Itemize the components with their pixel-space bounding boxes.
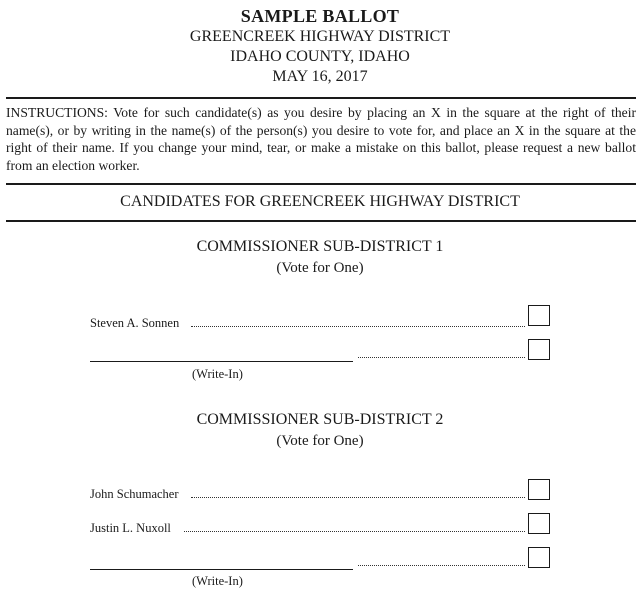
leader-dots — [358, 565, 525, 566]
write-in-checkbox[interactable] — [528, 339, 550, 360]
write-in-checkbox[interactable] — [528, 547, 550, 568]
election-date: MAY 16, 2017 — [272, 68, 368, 85]
write-in-label: (Write-In) — [192, 574, 243, 588]
vote-checkbox[interactable] — [528, 513, 550, 534]
write-in-field[interactable] — [90, 361, 353, 362]
section-title: CANDIDATES FOR GREENCREEK HIGHWAY DISTRICT — [120, 193, 520, 210]
header-divider — [6, 97, 636, 99]
vote-for-instruction: (Vote for One) — [276, 433, 364, 449]
section-divider — [6, 220, 636, 222]
vote-for-instruction: (Vote for One) — [276, 260, 364, 276]
candidate-name: John Schumacher — [90, 487, 179, 501]
vote-checkbox[interactable] — [528, 305, 550, 326]
county-name: IDAHO COUNTY, IDAHO — [230, 48, 410, 65]
ballot-title: SAMPLE BALLOT — [240, 6, 400, 26]
candidate-name: Steven A. Sonnen — [90, 316, 180, 330]
leader-dots — [191, 326, 525, 327]
district-name: GREENCREEK HIGHWAY DISTRICT — [189, 28, 451, 45]
leader-dots — [184, 531, 525, 532]
candidate-name: Justin L. Nuxoll — [90, 521, 171, 535]
instructions-divider — [6, 183, 636, 185]
office-title: COMMISSIONER SUB-DISTRICT 1 — [196, 238, 444, 255]
vote-checkbox[interactable] — [528, 479, 550, 500]
instructions: INSTRUCTIONS: Vote for such candidate(s) as you desire by placing an X in the square at the right of their name(s), or by writing in the name(s) of the person(s) you desire to vote for, and place an X in the square at the right of their name. If you change your mind, tear, or make a mistake on this ballot, please request a new ballot from an election worker. — [6, 105, 636, 173]
write-in-label: (Write-In) — [192, 367, 243, 381]
leader-dots — [358, 357, 525, 358]
write-in-field[interactable] — [90, 569, 353, 570]
office-title: COMMISSIONER SUB-DISTRICT 2 — [196, 411, 444, 428]
leader-dots — [191, 497, 525, 498]
